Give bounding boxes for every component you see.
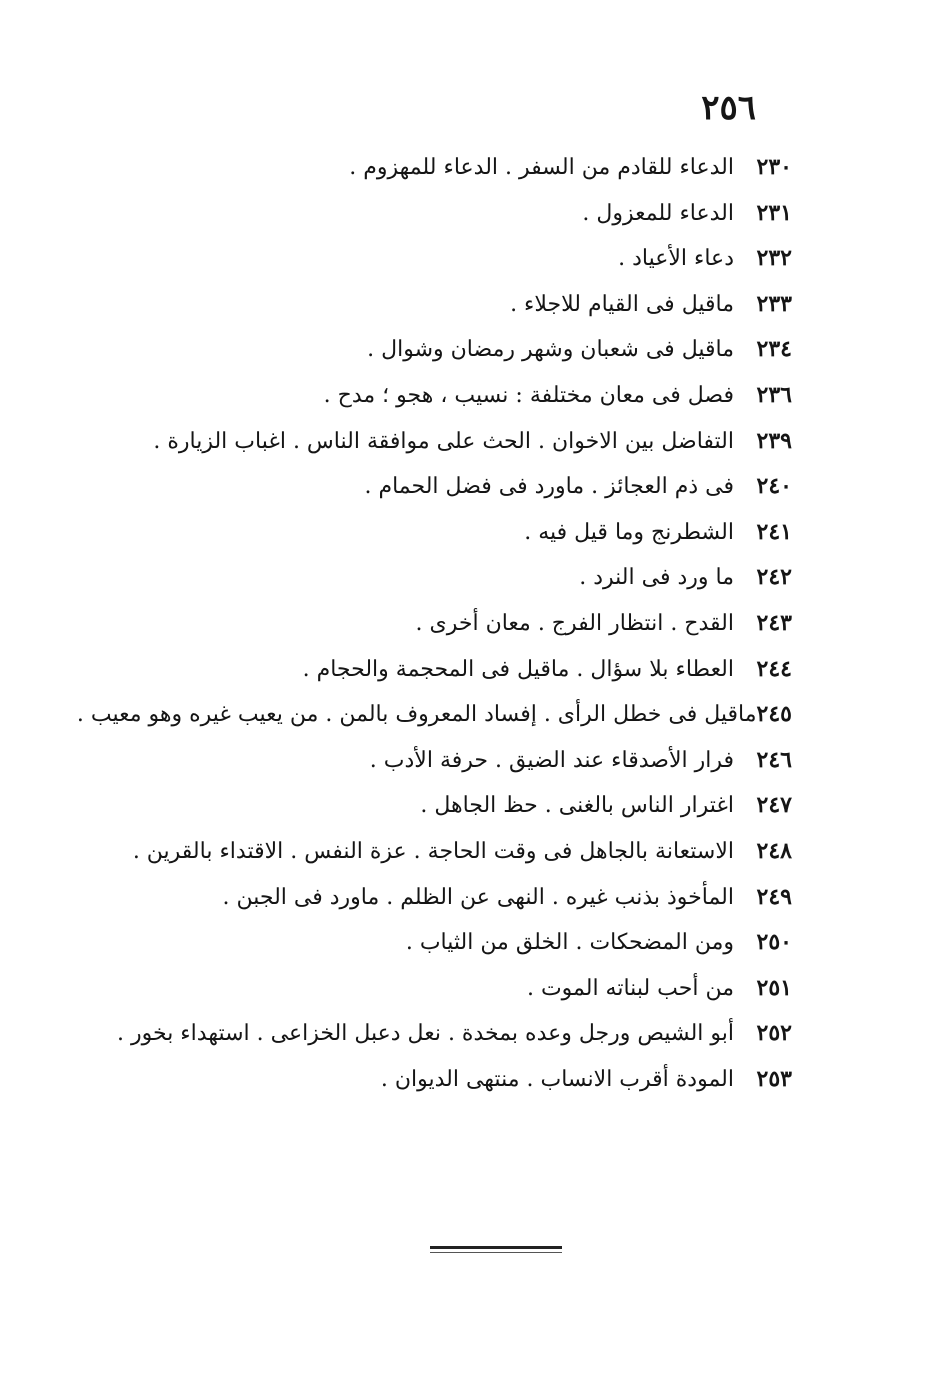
page-number: ٢٥٦ [701,88,756,128]
entry-page-number: ٢٤٧ [756,792,792,819]
list-item [76,701,792,747]
list-item [92,473,792,519]
entry-page-number: ٢٤٠ [756,473,792,500]
list-item [92,428,792,474]
list-item [92,245,792,291]
list-item [92,610,792,656]
list-item [92,1020,792,1066]
entry-page-number: ٢٥٠ [756,929,792,956]
entry-title: فصل فى معان مختلفة : نسيب ، هجو ؛ مدح . [323,382,734,408]
entry-page-number: ٢٣١ [756,199,792,226]
entry-page-number: ٢٣٣ [756,290,792,317]
list-item [92,656,792,702]
entry-title: فى ذم العجائز . ماورد فى فضل الحمام . [364,474,734,500]
list-item [92,200,792,246]
entry-title: الاستعانة بالجاهل فى وقت الحاجة . عزة النفس . الاقتداء بالقرين . [132,838,734,864]
entry-title: من أحب لبناته الموت . [526,975,734,1001]
entry-page-number: ٢٤٦ [756,746,792,773]
list-item [92,792,792,838]
entry-page-number: ٢٥١ [756,974,792,1001]
entry-title: اغترار الناس بالغنى . حظ الجاهل . [420,793,734,819]
list-item [92,838,792,884]
list-item [92,519,792,565]
list-item [92,154,792,200]
entry-page-number: ٢٣٦ [756,381,792,408]
entry-page-number: ٢٥٢ [756,1020,792,1047]
entry-page-number: ٢٣٠ [756,154,792,180]
entry-page-number: ٢٤١ [756,518,792,545]
list-item [92,975,792,1021]
entry-title: أبو الشيص ورجل وعده بمخدة . نعل دعبل الخزاعى . استهداء بخور . [117,1021,734,1047]
list-item [92,929,792,975]
entry-page-number: ٢٣٤ [756,336,792,363]
entry-page-number: ٢٤٤ [756,655,792,682]
entry-title: الدعاء للقادم من السفر . الدعاء للمهزوم . [349,155,734,180]
entry-title: المودة أقرب الانساب . منتهى الديوان . [380,1066,734,1092]
entry-page-number: ٢٤٩ [756,883,792,910]
entry-title: الشطرنج وما قيل فيه . [524,519,734,545]
list-item [92,382,792,428]
list-item [92,747,792,793]
entry-page-number: ٢٥٣ [756,1065,792,1092]
entry-title: ماقيل فى خطل الرأى . إفساد المعروف بالمن . من يعيب غيره وهو معيب . [76,702,757,728]
entry-title: ماقيل فى شعبان وشهر رمضان وشوال . [367,337,734,363]
entry-title: دعاء الأعياد . [618,246,734,272]
entry-title: ما ورد فى النرد . [579,565,734,591]
entry-page-number: ٢٤٥ [756,701,792,728]
entry-title: ومن المضحكات . الخلق من الثياب . [405,930,734,956]
entry-title: فرار الأصدقاء عند الضيق . حرفة الأدب . [369,747,734,773]
table-of-contents [76,154,792,1111]
entry-title: التفاضل بين الاخوان . الحث على موافقة الناس . اغباب الزيارة . [153,428,734,454]
entry-title: ماقيل فى القيام للاجلاء . [510,291,734,317]
list-item [92,336,792,382]
entry-title: الدعاء للمعزول . [582,200,734,226]
entry-page-number: ٢٤٨ [756,837,792,864]
entry-page-number: ٢٣٩ [756,427,792,454]
entry-title: العطاء بلا سؤال . ماقيل فى المحجمة والحجام . [302,656,734,682]
end-divider [430,1246,562,1249]
entry-page-number: ٢٣٢ [756,245,792,272]
entry-title: القدح . انتظار الفرج . معان أخرى . [415,610,734,636]
list-item [92,1066,792,1112]
list-item [92,291,792,337]
list-item [92,884,792,930]
entry-page-number: ٢٤٣ [756,609,792,636]
entry-title: المأخوذ بذنب غيره . النهى عن الظلم . ماورد فى الجبن . [222,884,734,910]
list-item [92,564,792,610]
entry-page-number: ٢٤٢ [756,564,792,591]
